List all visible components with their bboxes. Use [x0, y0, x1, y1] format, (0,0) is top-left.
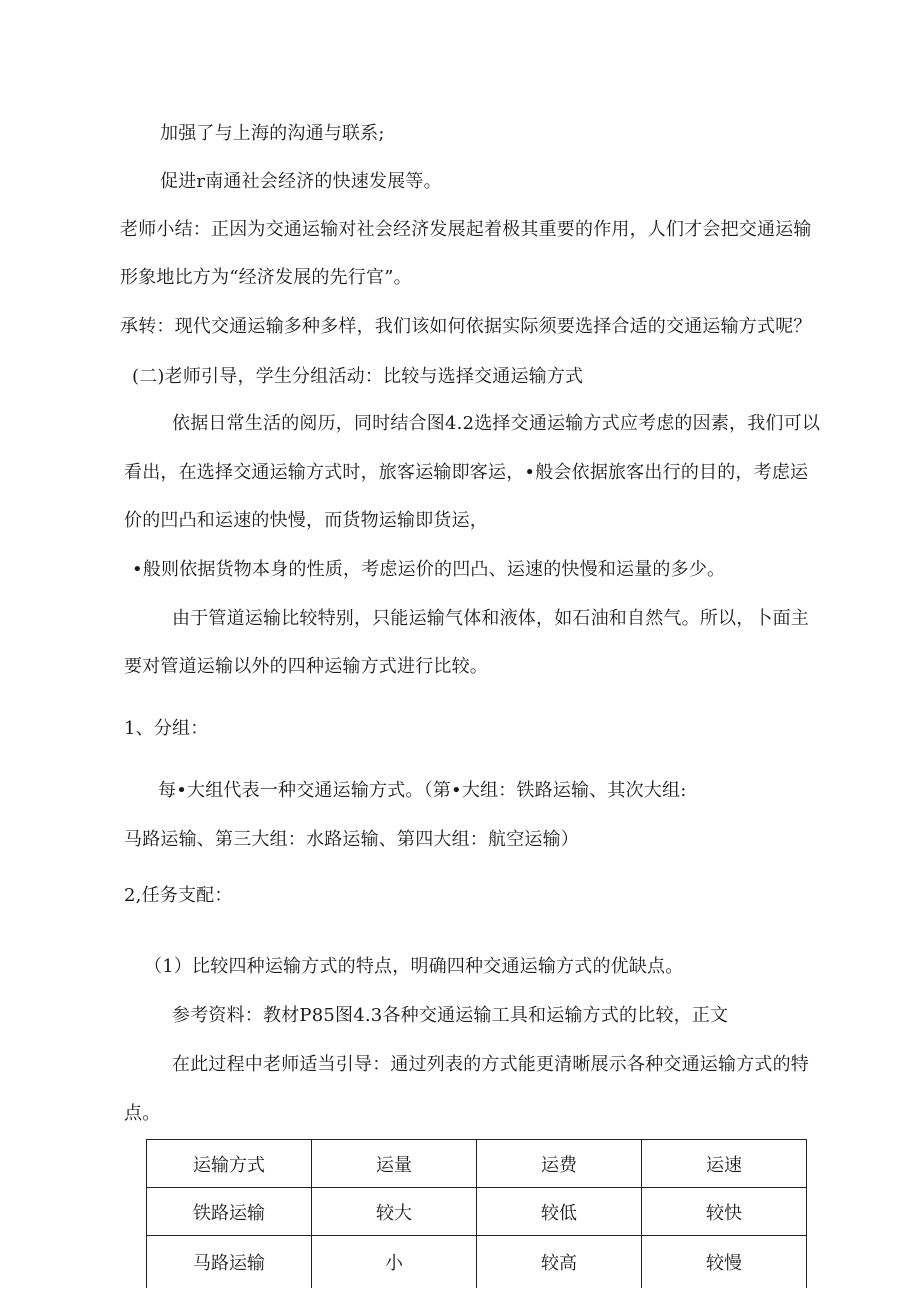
table-cell: 马路运输 [147, 1236, 312, 1289]
paragraph: 每•大组代表一种交通运输方式。（第•大组：铁路运输、其次大组: [158, 780, 687, 801]
paragraph: 参考资料：教材P85图4.3各种交通运输工具和运输方式的比较，正文 [172, 1005, 729, 1026]
table-cell: 较快 [642, 1188, 807, 1236]
paragraph: 加强了与上海的沟通与联系; [160, 123, 385, 144]
paragraph: 要对管道运输以外的四种运输方式进行比较。 [124, 656, 488, 677]
table-cell: 较低 [477, 1188, 642, 1236]
table-header-cell: 运量 [312, 1140, 477, 1188]
table-header-cell: 运输方式 [147, 1140, 312, 1188]
section-heading: (二)老师引导，学生分组活动：比较与选择交通运输方式 [132, 366, 584, 387]
list-heading: 2,任务支配： [124, 885, 233, 906]
paragraph: 依据日常生活的阅历，同时结合图4.2选择交通运输方式应考虑的因素，我们可以 [172, 413, 821, 434]
comparison-table [146, 1139, 807, 1288]
table-cell: 小 [312, 1236, 477, 1289]
table-header-cell: 运费 [477, 1140, 642, 1188]
paragraph: 价的凹凸和运速的快慢，而货物运输即货运， [124, 510, 488, 531]
paragraph: 促进r南通社会经济的快速发展等。 [160, 171, 442, 192]
table-cell: 较慢 [642, 1236, 807, 1289]
paragraph: 承转：现代交通运输多种多样，我们该如何依据实际须要选择合适的交通运输方式呢？ [120, 316, 812, 337]
table-header-cell: 运速 [642, 1140, 807, 1188]
paragraph: 在此过程中老师适当引导：通过列表的方式能更清晰展示各种交通运输方式的特 [172, 1054, 809, 1075]
table-header-row [147, 1140, 807, 1188]
paragraph: 由于管道运输比较特别，只能运输气体和液体，如石油和自然气。所以，卜面主 [172, 608, 809, 629]
list-heading: 1、分组： [124, 718, 209, 739]
paragraph: 点。 [124, 1103, 161, 1124]
paragraph: 老师小结：正因为交通运输对社会经济发展起着极其重要的作用，人们才会把交通运输 [120, 219, 812, 240]
paragraph: （1）比较四种运输方式的特点，明确四种交通运输方式的优缺点。 [144, 956, 684, 977]
paragraph: 形象地比方为“经济发展的先行官”。 [120, 267, 412, 288]
table-row [147, 1236, 807, 1289]
table-cell: 铁路运输 [147, 1188, 312, 1236]
paragraph: 马路运输、第三大组：水路运输、第四大组：航空运输） [124, 829, 579, 850]
table-row [147, 1188, 807, 1236]
paragraph: •般则依据货物本身的性质，考虑运价的凹凸、运速的快慢和运量的多少。 [132, 559, 726, 580]
table-cell: 较大 [312, 1188, 477, 1236]
table-cell: 较高 [477, 1236, 642, 1289]
paragraph: 看出，在选择交通运输方式时，旅客运输即客运，•般会依据旅客出行的目的，考虑运 [124, 462, 809, 483]
